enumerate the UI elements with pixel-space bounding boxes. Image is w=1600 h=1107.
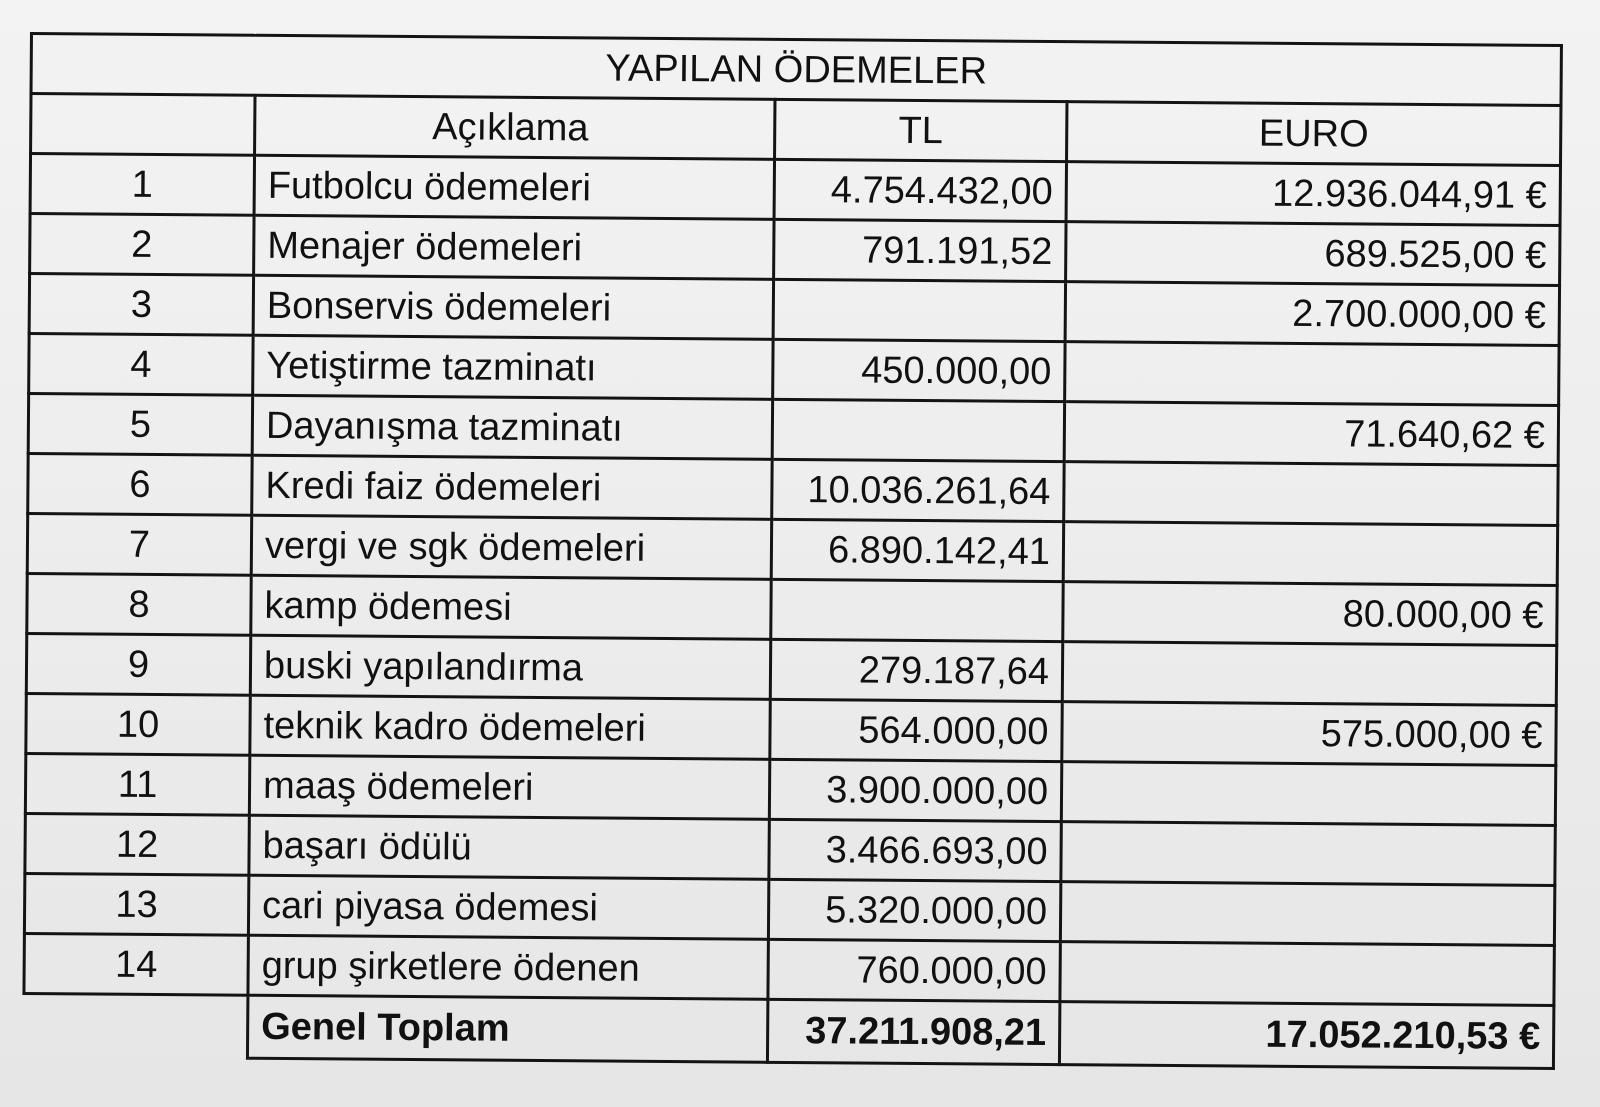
row-tl-amount: 450.000,00 [773,339,1065,401]
row-euro-amount: 2.700.000,00 € [1065,282,1559,346]
row-euro-amount [1063,522,1557,586]
row-description: Futbolcu ödemeleri [254,155,774,219]
row-tl-amount: 564.000,00 [770,699,1062,761]
row-euro-amount: 689.525,00 € [1066,222,1560,286]
row-number: 2 [30,214,254,276]
row-tl-amount [773,279,1065,341]
row-tl-amount: 4.754.432,00 [774,159,1066,221]
row-euro-amount [1060,882,1554,946]
row-euro-amount: 12.936.044,91 € [1066,162,1560,226]
row-number: 7 [27,513,251,575]
row-euro-amount: 575.000,00 € [1062,702,1556,766]
table-body [24,154,1561,1006]
row-number: 6 [28,453,252,515]
row-tl-amount: 5.320.000,00 [768,879,1060,941]
row-number: 5 [28,394,252,456]
row-tl-amount: 3.900.000,00 [769,759,1061,821]
row-euro-amount [1064,462,1558,526]
row-number: 9 [26,633,250,695]
payments-table [22,32,1563,1070]
document-sheet [30,28,1560,1078]
total-blank-cell [23,993,247,1058]
row-tl-amount [772,399,1064,461]
row-description: Bonservis ödemeleri [253,275,773,339]
row-euro-amount [1062,642,1556,706]
row-number: 4 [29,334,253,396]
row-description: buski yapılandırma [250,635,770,699]
row-number: 3 [29,274,253,336]
row-description: maaş ödemeleri [249,755,769,819]
row-euro-amount: 80.000,00 € [1063,582,1557,646]
row-tl-amount: 279.187,64 [770,639,1062,701]
header-description: Açıklama [255,95,775,159]
header-tl: TL [775,99,1067,161]
total-euro: 17.052.210,53 € [1059,1002,1554,1069]
row-number: 1 [30,154,254,216]
row-description: Dayanışma tazminatı [252,395,772,459]
row-euro-amount [1060,942,1554,1006]
row-description: kamp ödemesi [251,575,771,639]
total-tl: 37.211.908,21 [767,999,1059,1064]
row-number: 11 [25,753,249,815]
row-tl-amount: 3.466.693,00 [769,819,1061,881]
total-row [23,993,1553,1068]
row-tl-amount: 760.000,00 [768,939,1060,1001]
row-number: 12 [25,813,249,875]
row-tl-amount: 791.191,52 [774,219,1066,281]
row-description: Yetiştirme tazminatı [253,335,773,399]
total-label: Genel Toplam [247,995,767,1062]
row-description: grup şirketlere ödenen [248,935,768,999]
row-euro-amount [1061,762,1555,826]
row-euro-amount: 71.640,62 € [1064,402,1558,466]
row-description: başarı ödülü [249,815,769,879]
table-title: YAPILAN ÖDEMELER [31,34,1561,106]
row-description: Menajer ödemeleri [254,215,774,279]
row-euro-amount [1061,822,1555,886]
row-number: 13 [24,873,248,935]
row-euro-amount [1065,342,1559,406]
row-number: 8 [27,573,251,635]
row-description: vergi ve sgk ödemeleri [251,515,771,579]
row-tl-amount: 10.036.261,64 [772,459,1064,521]
row-tl-amount: 6.890.142,41 [771,519,1063,581]
row-description: teknik kadro ödemeleri [250,695,770,759]
row-number: 14 [24,933,248,995]
row-tl-amount [771,579,1063,641]
row-description: cari piyasa ödemesi [248,875,768,939]
header-euro: EURO [1067,102,1561,166]
row-description: Kredi faiz ödemeleri [252,455,772,519]
row-number: 10 [26,693,250,755]
header-no [31,94,255,156]
